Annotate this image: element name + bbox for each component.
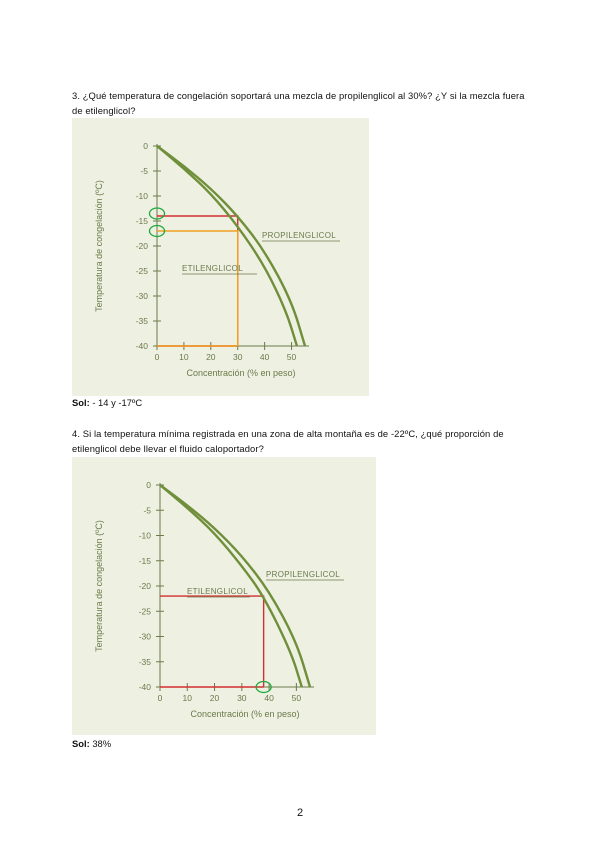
y-tick-label: -20 (135, 241, 148, 251)
series-label-etilenglicol: ETILENGLICOL (187, 587, 248, 596)
x-tick-label: 30 (237, 693, 247, 703)
series-line-etilenglicol (160, 485, 302, 687)
y-tick-label: -35 (138, 656, 151, 667)
solution-4-value: 38% (89, 738, 112, 749)
series-label-propilenglicol: PROPILENGLICOL (266, 570, 341, 579)
question-3-text: 3. ¿Qué temperatura de congelación soportará una mezcla de propilenglicol al 30%? ¿Y si la mezcla fuera de etilenglicol? (72, 90, 525, 116)
y-tick-label: 0 (146, 480, 151, 490)
y-tick-label: -5 (143, 505, 151, 516)
x-axis-label: Concentración (% en peso) (190, 709, 300, 719)
y-tick-label: -15 (138, 555, 151, 566)
y-tick-label: -30 (138, 631, 151, 642)
x-tick-label: 50 (291, 693, 302, 703)
y-tick-label: -20 (138, 581, 151, 591)
y-axis-label: Temperatura de congelación (ºC) (94, 520, 104, 652)
y-tick-label: 0 (143, 141, 148, 151)
guide-line (157, 231, 238, 346)
series-label-propilenglicol: PROPILENGLICOL (262, 231, 337, 240)
y-axis-label: Temperatura de congelación (ºC) (94, 180, 104, 312)
solution-4-label: Sol: (72, 738, 90, 749)
solution-3-value: - 14 y -17ºC (89, 397, 143, 408)
question-4-text: 4. Si la temperatura mínima registrada en una zona de alta montaña es de -22ºC, ¿qué proporción de etilenglicol debe llevar el fluido caloportador? (72, 428, 504, 454)
x-tick-label: 30 (232, 352, 243, 362)
chart-freezing-1 (72, 118, 369, 396)
y-tick-label: -10 (138, 530, 151, 541)
page-number: 2 (296, 807, 304, 819)
y-tick-label: -25 (138, 606, 151, 617)
x-tick-label: 0 (154, 352, 160, 362)
y-tick-label: -5 (140, 166, 148, 176)
guide-line (157, 216, 238, 346)
series-label-etilenglicol: ETILENGLICOL (182, 264, 243, 273)
x-tick-label: 20 (209, 693, 220, 703)
x-tick-label: 10 (182, 693, 193, 703)
x-tick-label: 50 (286, 352, 297, 362)
series-line-etilenglicol (157, 146, 297, 346)
chart-svg-1 (72, 118, 369, 396)
y-tick-label: -25 (135, 266, 148, 276)
y-tick-label: -40 (138, 682, 151, 692)
y-tick-label: -40 (135, 341, 148, 351)
x-tick-label: 20 (206, 352, 216, 362)
chart-svg-2 (72, 457, 376, 735)
y-tick-label: -15 (135, 216, 148, 226)
y-tick-label: -35 (135, 316, 148, 326)
solution-4 (72, 738, 111, 749)
guide-line (160, 596, 264, 687)
chart-freezing-2 (72, 457, 376, 735)
series-line-propilenglicol (157, 146, 305, 346)
series-line-propilenglicol (160, 485, 310, 687)
solution-3 (72, 397, 142, 408)
y-tick-label: -10 (135, 191, 148, 201)
x-tick-label: 40 (264, 693, 274, 703)
x-tick-label: 40 (259, 352, 270, 362)
x-tick-label: 10 (179, 352, 189, 362)
x-axis-label: Concentración (% en peso) (186, 368, 296, 378)
x-tick-label: 0 (157, 693, 163, 703)
solution-3-label: Sol: (72, 397, 90, 408)
y-tick-label: -30 (135, 291, 148, 301)
